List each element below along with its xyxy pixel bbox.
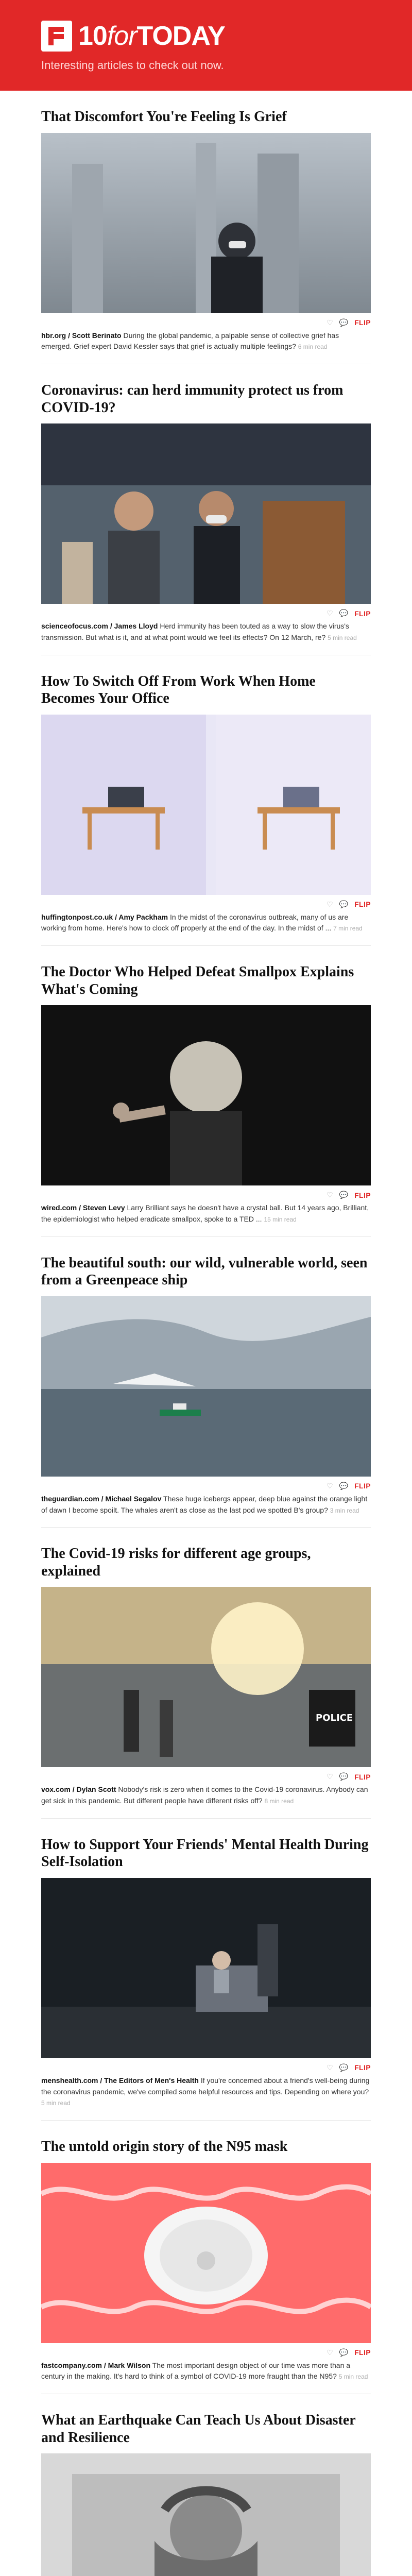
article-actions xyxy=(41,313,371,330)
article-meta xyxy=(41,2360,371,2394)
article-thumbnail[interactable] xyxy=(41,1878,371,2058)
flip-button[interactable]: FLIP xyxy=(354,1191,371,1199)
brand-title: 10forTODAY xyxy=(78,21,225,51)
heart-icon[interactable]: ♡ xyxy=(327,1191,333,1199)
heart-icon[interactable]: ♡ xyxy=(327,609,333,618)
read-time: 6 min read xyxy=(298,343,328,351)
comment-icon[interactable]: 💬 xyxy=(339,1772,349,1781)
article-title[interactable]: The Covid-19 risks for different age groups, explained xyxy=(41,1546,311,1579)
article-thumbnail[interactable] xyxy=(41,2453,371,2576)
article-card[interactable] xyxy=(41,946,371,1237)
article-summary: Nobody's risk is zero when it comes to the Covid-19 coronavirus. Anybody can get sick in this pandemic. But different people have different risks off? xyxy=(41,1785,368,1805)
article-meta xyxy=(41,1494,371,1527)
article-summary: In the midst of the coronavirus outbreak, many of us are working from home. Here's how to clock off properly at the end of the day. In the midst of ... xyxy=(41,912,349,933)
article-source[interactable]: theguardian.com / Michael Segalov xyxy=(41,1494,162,1503)
article-thumbnail[interactable] xyxy=(41,423,371,604)
flip-button[interactable]: FLIP xyxy=(354,318,371,327)
heart-icon[interactable]: ♡ xyxy=(327,1481,333,1490)
flip-button[interactable]: FLIP xyxy=(354,2063,371,2072)
read-time: 3 min read xyxy=(330,1506,359,1514)
article-card[interactable] xyxy=(41,1528,371,1819)
article-list xyxy=(41,91,371,2576)
flipboard-logo-icon xyxy=(41,21,72,52)
read-time: 5 min read xyxy=(41,2099,71,2107)
read-time: 7 min read xyxy=(333,925,363,933)
article-card[interactable] xyxy=(41,2121,371,2394)
comment-icon[interactable]: 💬 xyxy=(339,1191,349,1199)
read-time: 5 min read xyxy=(338,2373,368,2381)
article-actions xyxy=(41,2343,371,2360)
article-card[interactable] xyxy=(41,2394,371,2576)
flip-button[interactable]: FLIP xyxy=(354,609,371,618)
article-source[interactable]: huffingtonpost.co.uk / Amy Packham xyxy=(41,912,168,921)
article-card[interactable] xyxy=(41,91,371,364)
comment-icon[interactable]: 💬 xyxy=(339,2063,349,2072)
article-title[interactable]: The beautiful south: our wild, vulnerable world, seen from a Greenpeace ship xyxy=(41,1255,368,1289)
subtitle: Interesting articles to check out now. xyxy=(41,59,224,72)
heart-icon[interactable]: ♡ xyxy=(327,2063,333,2072)
article-thumbnail[interactable] xyxy=(41,133,371,313)
article-summary: If you're concerned about a friend's well-being during the coronavirus pandemic, we've compiled some helpful resources and tips. Depending on where you? xyxy=(41,2076,370,2096)
article-source[interactable]: wired.com / Steven Levy xyxy=(41,1204,125,1212)
article-meta xyxy=(41,330,371,364)
article-meta xyxy=(41,2075,371,2120)
article-actions xyxy=(41,1185,371,1202)
article-summary: During the global pandemic, a palpable sense of collective grief has emerged. Grief expert David Kessler says that grief is actually multiple feelings? xyxy=(41,331,339,351)
article-thumbnail[interactable] xyxy=(41,1296,371,1477)
article-actions xyxy=(41,604,371,621)
article-title[interactable]: The untold origin story of the N95 mask xyxy=(41,2139,288,2155)
flip-button[interactable]: FLIP xyxy=(354,1772,371,1781)
article-meta xyxy=(41,912,371,945)
article-card[interactable] xyxy=(41,1237,371,1528)
comment-icon[interactable]: 💬 xyxy=(339,318,349,327)
read-time: 15 min read xyxy=(264,1215,297,1223)
article-source[interactable]: fastcompany.com / Mark Wilson xyxy=(41,2361,150,2369)
flip-button[interactable]: FLIP xyxy=(354,900,371,909)
article-actions xyxy=(41,895,371,912)
read-time: 8 min read xyxy=(264,1798,294,1805)
heart-icon[interactable]: ♡ xyxy=(327,900,333,908)
article-source[interactable]: vox.com / Dylan Scott xyxy=(41,1785,116,1794)
article-title[interactable]: How To Switch Off From Work When Home Becomes Your Office xyxy=(41,673,316,707)
article-meta xyxy=(41,1784,371,1818)
article-card[interactable] xyxy=(41,1819,371,2121)
article-thumbnail[interactable] xyxy=(41,1005,371,1185)
comment-icon[interactable]: 💬 xyxy=(339,1481,349,1490)
article-card[interactable] xyxy=(41,364,371,655)
article-source[interactable]: hbr.org / Scott Berinato xyxy=(41,331,122,340)
comment-icon[interactable]: 💬 xyxy=(339,2348,349,2357)
flip-button[interactable]: FLIP xyxy=(354,2348,371,2357)
heart-icon[interactable]: ♡ xyxy=(327,318,333,327)
comment-icon[interactable]: 💬 xyxy=(339,609,349,618)
article-title[interactable]: What an Earthquake Can Teach Us About Disaster and Resilience xyxy=(41,2412,356,2446)
article-actions xyxy=(41,1477,371,1494)
read-time: 5 min read xyxy=(328,634,357,641)
article-summary: Larry Brilliant says he doesn't have a crystal ball. But 14 years ago, Brilliant, the epidemiologist who helped eradicate smallpox, spoke to a TED ... xyxy=(41,1204,369,1223)
article-actions xyxy=(41,2058,371,2075)
article-source[interactable]: menshealth.com / The Editors of Men's Health xyxy=(41,2076,199,2084)
heart-icon[interactable]: ♡ xyxy=(327,1772,333,1781)
comment-icon[interactable]: 💬 xyxy=(339,900,349,908)
flip-button[interactable]: FLIP xyxy=(354,1482,371,1490)
article-meta xyxy=(41,1202,371,1236)
svg-text:POLICE: POLICE xyxy=(316,1713,353,1724)
article-actions xyxy=(41,1767,371,1784)
article-card[interactable] xyxy=(41,655,371,946)
brand-header xyxy=(41,21,371,52)
article-summary: The most important design object of our time was more than a century in the making. It's hard to think of a symbol of COVID-19 more fraught than the N95? xyxy=(41,2361,351,2381)
article-thumbnail[interactable] xyxy=(41,715,371,895)
article-summary: These huge icebergs appear, deep blue against the orange light of dawn I become spoilt. The whales aren't as close as the last pod we spotted B's group? xyxy=(41,1494,368,1514)
article-thumbnail[interactable] xyxy=(41,1587,371,1767)
hero-banner xyxy=(0,0,412,91)
article-title[interactable]: How to Support Your Friends' Mental Health During Self-Isolation xyxy=(41,1836,369,1870)
article-thumbnail[interactable] xyxy=(41,2163,371,2343)
article-title[interactable]: The Doctor Who Helped Defeat Smallpox Explains What's Coming xyxy=(41,964,354,997)
heart-icon[interactable]: ♡ xyxy=(327,2348,333,2357)
article-source[interactable]: scienceofocus.com / James Lloyd xyxy=(41,622,158,631)
article-summary: Herd immunity has been touted as a way to slow the virus's transmission. But what is it, and at what point would we feel its effects? On 12 March, re? xyxy=(41,622,349,641)
article-title[interactable]: That Discomfort You're Feeling Is Grief xyxy=(41,109,287,125)
article-title[interactable]: Coronavirus: can herd immunity protect us from COVID-19? xyxy=(41,382,344,416)
article-meta xyxy=(41,621,371,654)
